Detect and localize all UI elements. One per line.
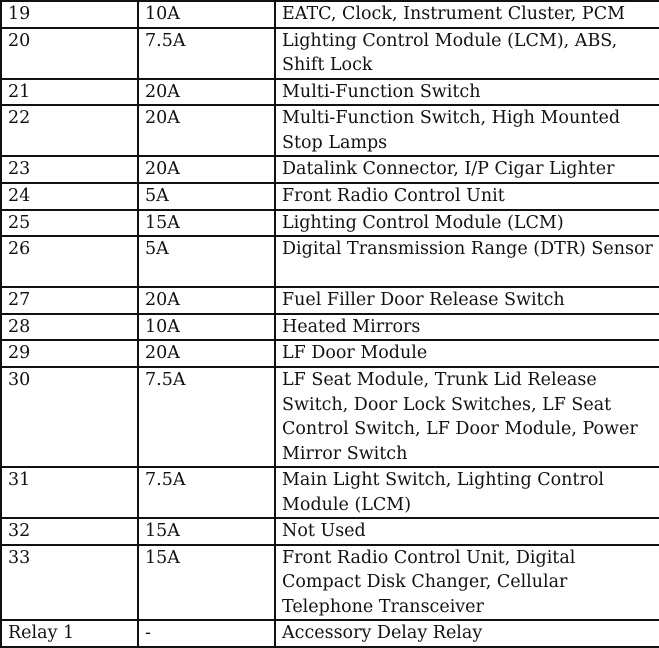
table-row <box>1 156 659 183</box>
fuse-circuits-cell: Front Radio Control Unit, Digital Compact Disk Changer, Cellular Telephone Transceiver <box>275 545 659 621</box>
table-row <box>1 314 659 341</box>
table-row <box>1 287 659 314</box>
fuse-circuits-cell: Fuel Filler Door Release Switch <box>275 287 659 314</box>
table-row <box>1 210 659 237</box>
fuse-circuits-cell: Main Light Switch, Lighting Control Module (LCM) <box>275 467 659 518</box>
table-row <box>1 518 659 545</box>
table-row <box>1 545 659 621</box>
fuse-amperage-cell: 7.5A <box>138 28 275 79</box>
fuse-position-cell: 27 <box>1 287 138 314</box>
fuse-amperage-cell: 15A <box>138 545 275 621</box>
fuse-amperage-cell: - <box>138 620 275 647</box>
table-row <box>1 28 659 79</box>
fuse-amperage-cell: 5A <box>138 183 275 210</box>
fuse-amperage-cell: 7.5A <box>138 367 275 467</box>
table-row <box>1 340 659 367</box>
table-row <box>1 620 659 647</box>
fuse-circuits-cell: Multi-Function Switch <box>275 79 659 106</box>
table-row <box>1 79 659 106</box>
fuse-position-cell: 29 <box>1 340 138 367</box>
fuse-amperage-cell: 10A <box>138 1 275 28</box>
fuse-amperage-cell: 20A <box>138 287 275 314</box>
fuse-amperage-cell: 5A <box>138 236 275 287</box>
fuse-circuits-cell: Lighting Control Module (LCM), ABS, Shift Lock <box>275 28 659 79</box>
fuse-amperage-cell: 20A <box>138 79 275 106</box>
fuse-position-cell: 25 <box>1 210 138 237</box>
fuse-position-cell: 31 <box>1 467 138 518</box>
fuse-position-cell: 26 <box>1 236 138 287</box>
fuse-amperage-cell: 10A <box>138 314 275 341</box>
fuse-amperage-cell: 20A <box>138 340 275 367</box>
fuse-amperage-cell: 20A <box>138 156 275 183</box>
fuse-amperage-cell: 15A <box>138 518 275 545</box>
fuse-circuits-cell: Lighting Control Module (LCM) <box>275 210 659 237</box>
fuse-position-cell: 20 <box>1 28 138 79</box>
fuse-circuits-cell: Heated Mirrors <box>275 314 659 341</box>
fuse-circuits-cell: LF Door Module <box>275 340 659 367</box>
table-row <box>1 105 659 156</box>
fuse-circuits-cell: Digital Transmission Range (DTR) Sensor <box>275 236 659 287</box>
fuse-position-cell: Relay 1 <box>1 620 138 647</box>
table-row <box>1 183 659 210</box>
fuse-amperage-cell: 20A <box>138 105 275 156</box>
fuse-position-cell: 21 <box>1 79 138 106</box>
fuse-circuits-cell: LF Seat Module, Trunk Lid Release Switch, Door Lock Switches, LF Seat Control Switch, LF Door Module, Power Mirror Switch <box>275 367 659 467</box>
table-row <box>1 236 659 287</box>
fuse-position-cell: 19 <box>1 1 138 28</box>
fuse-position-cell: 22 <box>1 105 138 156</box>
fuse-circuits-cell: EATC, Clock, Instrument Cluster, PCM <box>275 1 659 28</box>
fuse-position-cell: 28 <box>1 314 138 341</box>
fuse-circuits-cell: Multi-Function Switch, High Mounted Stop Lamps <box>275 105 659 156</box>
fuse-position-cell: 23 <box>1 156 138 183</box>
fuse-position-cell: 33 <box>1 545 138 621</box>
table-row <box>1 367 659 467</box>
fuse-circuits-cell: Front Radio Control Unit <box>275 183 659 210</box>
fuse-circuits-cell: Not Used <box>275 518 659 545</box>
fuse-position-cell: 32 <box>1 518 138 545</box>
fuse-position-cell: 24 <box>1 183 138 210</box>
fuse-amperage-cell: 15A <box>138 210 275 237</box>
fuse-position-cell: 30 <box>1 367 138 467</box>
table-row <box>1 1 659 28</box>
fuse-circuits-cell: Datalink Connector, I/P Cigar Lighter <box>275 156 659 183</box>
table-row <box>1 467 659 518</box>
fuse-amperage-cell: 7.5A <box>138 467 275 518</box>
fuse-circuits-cell: Accessory Delay Relay <box>275 620 659 647</box>
